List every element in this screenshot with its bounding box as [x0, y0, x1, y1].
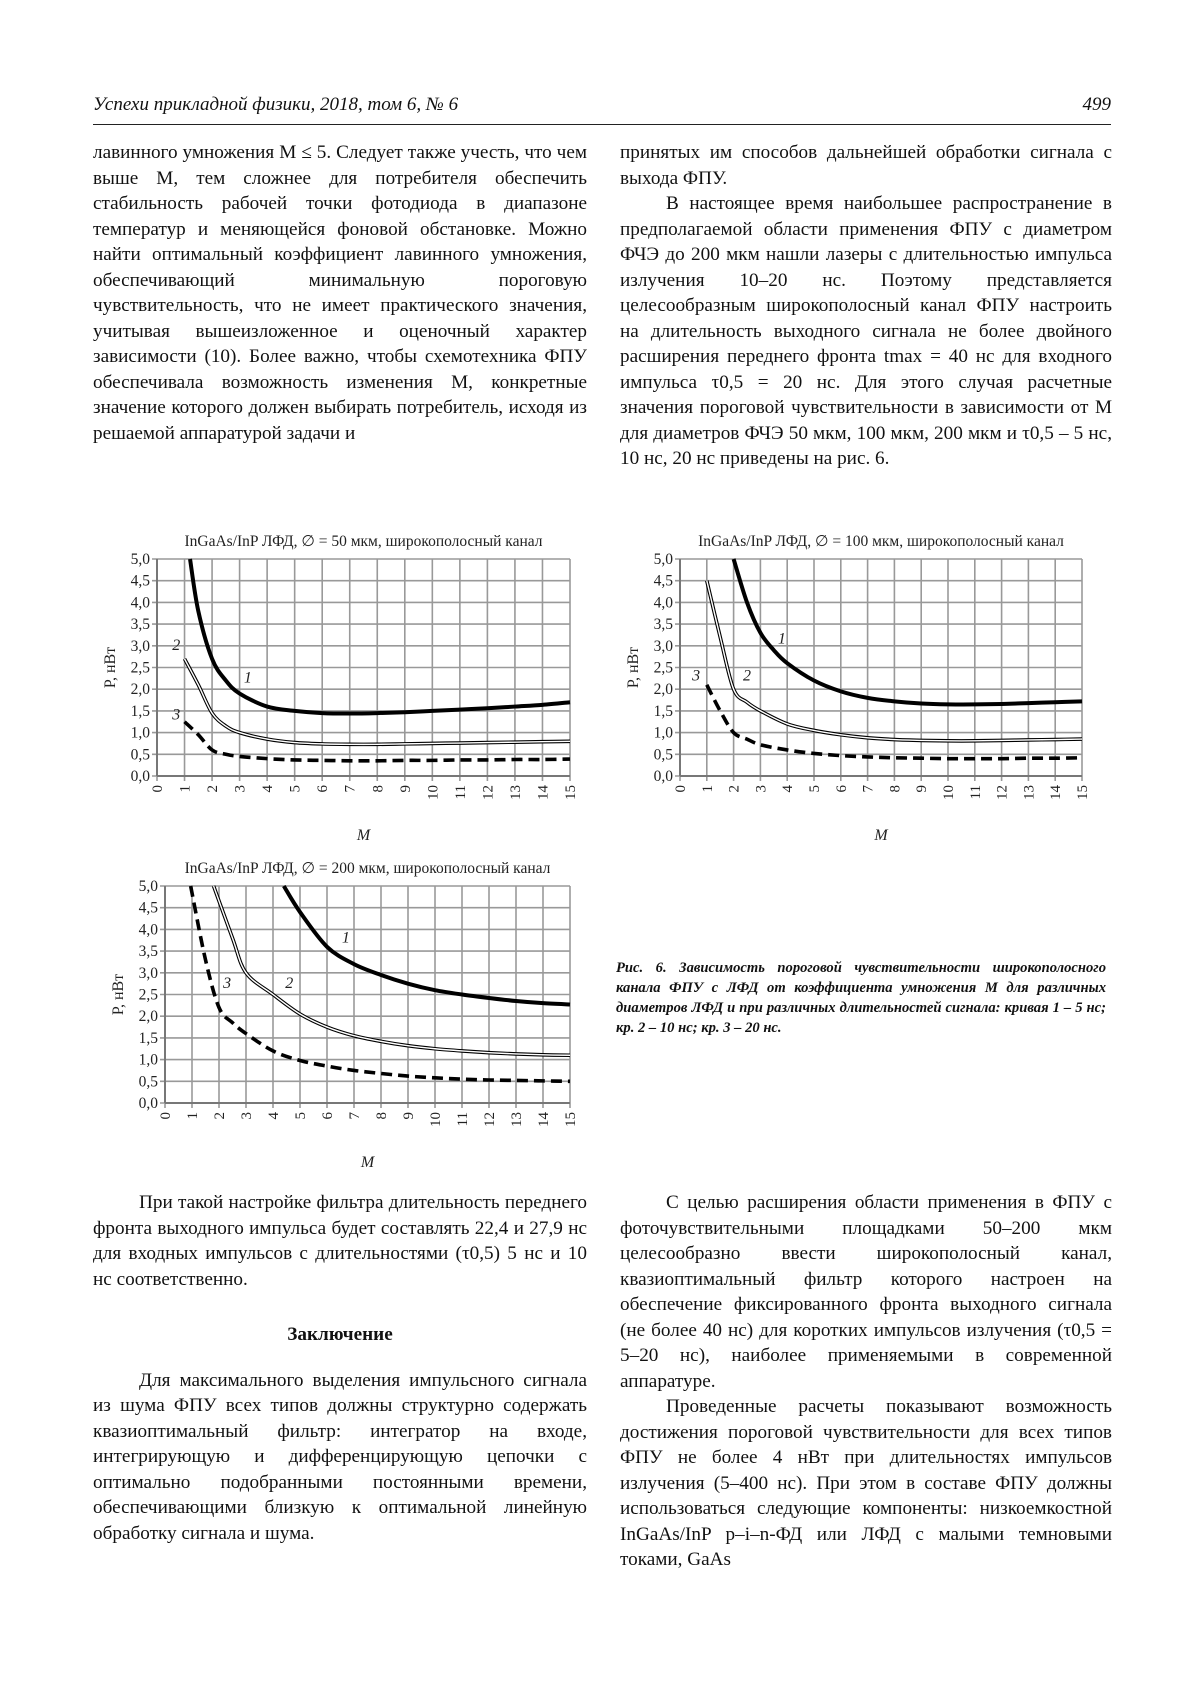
y-tick-label: 4,5: [138, 899, 158, 917]
chart-title: InGaAs/InP ЛФД, ∅ = 200 мкм, широкополосный канал: [184, 860, 551, 877]
x-tick-label: 9: [914, 785, 931, 793]
x-tick-label: 12: [482, 1112, 498, 1127]
x-tick-label: 1: [699, 785, 716, 793]
y-tick-label: 1,5: [653, 702, 673, 720]
paragraph: С целью расширения области применения в ФПУ с фоточувствительными площадками 50–200 мкм целесообразно ввести широкополосный канал, квазиоптимальный фильтр которого настроен на обеспечение фиксированного фронта выходного сигнала (не более 40 нс) для коротких импульсов излучения (τ0,5 = 5–20 нс), наиболее применяемыми в современной аппаратуре.: [620, 1192, 1112, 1392]
x-tick-label: 3: [753, 785, 770, 793]
y-axis-label: P, нВт: [625, 646, 642, 689]
curve-label: 1: [777, 630, 786, 648]
x-tick-label: 0: [158, 1112, 174, 1120]
x-tick-label: 0: [673, 785, 689, 793]
y-tick-label: 1,5: [130, 702, 150, 720]
x-tick-label: 5: [293, 1112, 309, 1120]
x-tick-label: 4: [260, 785, 277, 793]
y-tick-label: 4,0: [138, 921, 158, 939]
x-tick-label: 2: [726, 785, 743, 793]
chart-title: InGaAs/InP ЛФД, ∅ = 50 мкм, широкополосный канал: [184, 533, 543, 550]
right-column-bottom: [620, 1190, 1112, 1573]
journal-title: Успехи прикладной физики, 2018, том 6, № 6: [93, 94, 459, 115]
x-tick-label: 10: [941, 785, 957, 800]
y-tick-label: 3,0: [138, 964, 158, 982]
y-axis-label: P, нВт: [110, 973, 127, 1016]
x-tick-label: 9: [397, 785, 414, 793]
x-tick-label: 1: [177, 785, 194, 793]
curve-label: 2: [172, 637, 181, 655]
x-tick-label: 4: [266, 1112, 282, 1120]
paragraph: лавинного умножения M ≤ 5. Следует также учесть, что чем выше M, тем сложнее для потребителя обеспечить стабильность рабочей точки фотодиода в диапазоне температур и меняющейся фоновой обстановке. Можно найти оптимальный коэффициент лавинного умножения, обеспечивающий минимальную пороговую чувствительность, что не имеет практического значения, учитывая вышеизложенное и оценочный характер зависимости (10). Более важно, чтобы схемотехника ФПУ обеспечивала возможность изменения M, конкретные значение которого должен выбирать потребитель, исходя из решаемой аппаратурой задачи и: [93, 142, 587, 444]
curve-label: 3: [223, 974, 232, 992]
y-tick-label: 2,0: [653, 681, 673, 699]
x-tick-label: 8: [374, 1112, 390, 1120]
series-line-1: [190, 559, 570, 714]
chart-title: InGaAs/InP ЛФД, ∅ = 100 мкм, широкополосный канал: [698, 533, 1064, 550]
y-axis-label: P, нВт: [102, 646, 119, 689]
chart-200um: [100, 822, 580, 1171]
curve-label: 2: [285, 974, 294, 992]
y-tick-label: 3,5: [653, 616, 673, 634]
paragraph: При такой настройке фильтра длительность переднего фронта выходного импульса будет составлять 22,4 и 27,9 нс для входных импульсов с длительностями (τ0,5) 5 нс и 10 нс соответственно.: [93, 1192, 587, 1290]
x-tick-label: 7: [342, 785, 359, 793]
x-tick-label: 2: [212, 1112, 228, 1120]
curve-label: 3: [172, 706, 181, 724]
x-tick-label: 8: [887, 785, 904, 793]
y-tick-label: 0,0: [653, 768, 673, 785]
y-tick-label: 2,5: [138, 986, 158, 1004]
x-tick-label: 14: [536, 1112, 552, 1127]
y-tick-label: 0,5: [653, 746, 673, 764]
x-tick-label: 3: [239, 1112, 255, 1120]
x-tick-label: 5: [807, 785, 823, 793]
y-tick-label: 2,5: [130, 659, 150, 677]
x-tick-label: 14: [535, 785, 552, 800]
y-tick-label: 4,5: [130, 572, 150, 590]
x-tick-label: 11: [455, 1112, 471, 1127]
y-tick-label: 0,0: [130, 768, 150, 785]
y-tick-label: 2,5: [653, 659, 673, 677]
y-tick-label: 3,0: [130, 637, 150, 655]
x-tick-label: 14: [1048, 785, 1065, 800]
x-tick-label: 13: [507, 785, 524, 800]
x-tick-label: 3: [232, 785, 249, 793]
curve-label: 2: [743, 667, 751, 685]
curve-label: 1: [341, 929, 350, 947]
y-tick-label: 4,0: [653, 594, 673, 612]
curve-label: 3: [692, 667, 701, 685]
y-tick-label: 1,0: [130, 724, 150, 742]
x-tick-label: 5: [287, 785, 304, 793]
paragraph: Для максимального выделения импульсного сигнала из шума ФПУ всех типов должны структурно содержать квазиоптимальный фильтр: интегратор на входе, интегрирующую и дифференцирующую цепочки с оптимально подобранными постоянными времени, обеспечивающими близкую к оптимальной линейную обработку сигнала и шума.: [93, 1369, 587, 1544]
y-tick-label: 1,5: [138, 1029, 158, 1047]
x-tick-label: 7: [860, 785, 877, 793]
x-tick-label: 6: [320, 1112, 336, 1120]
x-axis-label: M: [874, 827, 888, 844]
y-tick-label: 3,5: [138, 943, 158, 961]
y-tick-label: 3,0: [653, 637, 673, 655]
paragraph: Проведенные расчеты показывают возможность достижения пороговой чувствительности для всех типов ФПУ не более 4 нВт при длительностях импульсов излучения (5–400 нс). При этом в составе ФПУ должны использоваться следующие компоненты: низкоемкостной InGaAs/InP p–i–n-ФД или ЛФД с малыми темновыми токами, GaAs: [620, 1396, 1112, 1570]
y-tick-label: 4,5: [653, 572, 673, 590]
x-tick-label: 13: [509, 1112, 525, 1127]
page-number: 499: [1082, 94, 1111, 115]
x-tick-label: 6: [315, 785, 332, 793]
x-tick-label: 10: [428, 1112, 444, 1127]
x-tick-label: 2: [205, 785, 222, 793]
x-tick-label: 11: [452, 785, 469, 800]
y-tick-label: 5,0: [130, 551, 150, 568]
y-tick-label: 3,5: [130, 616, 150, 634]
x-tick-label: 0: [150, 785, 166, 793]
x-tick-label: 7: [347, 1112, 363, 1120]
y-tick-label: 0,0: [138, 1095, 158, 1112]
chart-100um: [620, 495, 1100, 844]
left-column-top: [93, 140, 587, 446]
x-tick-label: 6: [833, 785, 850, 793]
y-tick-label: 5,0: [653, 551, 673, 568]
y-tick-label: 2,0: [138, 1008, 158, 1026]
x-tick-label: 15: [1075, 785, 1091, 800]
x-tick-label: 12: [994, 785, 1011, 800]
y-tick-label: 0,5: [138, 1073, 158, 1091]
y-tick-label: 5,0: [138, 878, 158, 895]
x-axis-label: M: [360, 1154, 375, 1171]
paragraph: принятых им способов дальнейшей обработки сигнала с выхода ФПУ.: [620, 142, 1112, 189]
curve-label: 1: [243, 669, 252, 687]
x-tick-label: 15: [563, 1112, 579, 1127]
left-column-bottom: [93, 1190, 587, 1546]
right-column-top: [620, 140, 1112, 472]
y-tick-label: 2,0: [130, 681, 150, 699]
x-tick-label: 15: [563, 785, 579, 800]
x-tick-label: 10: [425, 785, 442, 800]
page-header: [93, 88, 1111, 125]
x-tick-label: 8: [370, 785, 387, 793]
x-tick-label: 12: [480, 785, 497, 800]
x-tick-label: 13: [1021, 785, 1038, 800]
y-tick-label: 0,5: [130, 746, 150, 764]
figure-caption: Рис. 6. Зависимость пороговой чувствительности широкополосного канала ФПУ с ЛФД от коэффициента умножения M для различных диаметров ЛФД и при различных длительностей сигнала: кривая 1 – 5 нс; кр. 2 – 10 нс; кр. 3 – 20 нс.: [616, 960, 1106, 1036]
x-tick-label: 4: [780, 785, 797, 793]
x-axis-label: M: [356, 827, 371, 844]
y-tick-label: 4,0: [130, 594, 150, 612]
paragraph: В настоящее время наибольшее распространение в предполагаемой области применения ФПУ с диаметром ФЧЭ до 200 мкм нашли лазеры с длительностью импульса излучения 10–20 нс. Поэтому представляется целесообразным широкополосный канал ФПУ настроить на длительность выходного сигнала не более двойного расширения переднего фронта tmax = 40 нс для входного импульса τ0,5 = 20 нс. Для этого случая расчетные значения пороговой чувствительности в зависимости от M для диаметров ФЧЭ 50 мкм, 100 мкм, 200 мкм и τ0,5 – 5 нс, 10 нс, 20 нс приведены на рис. 6.: [620, 193, 1112, 469]
chart-50um: [100, 495, 580, 844]
x-tick-label: 1: [185, 1112, 201, 1120]
y-tick-label: 1,0: [138, 1051, 158, 1069]
section-title: Заключение: [287, 1324, 393, 1345]
y-tick-label: 1,0: [653, 724, 673, 742]
x-tick-label: 11: [967, 785, 984, 800]
x-tick-label: 9: [401, 1112, 417, 1120]
